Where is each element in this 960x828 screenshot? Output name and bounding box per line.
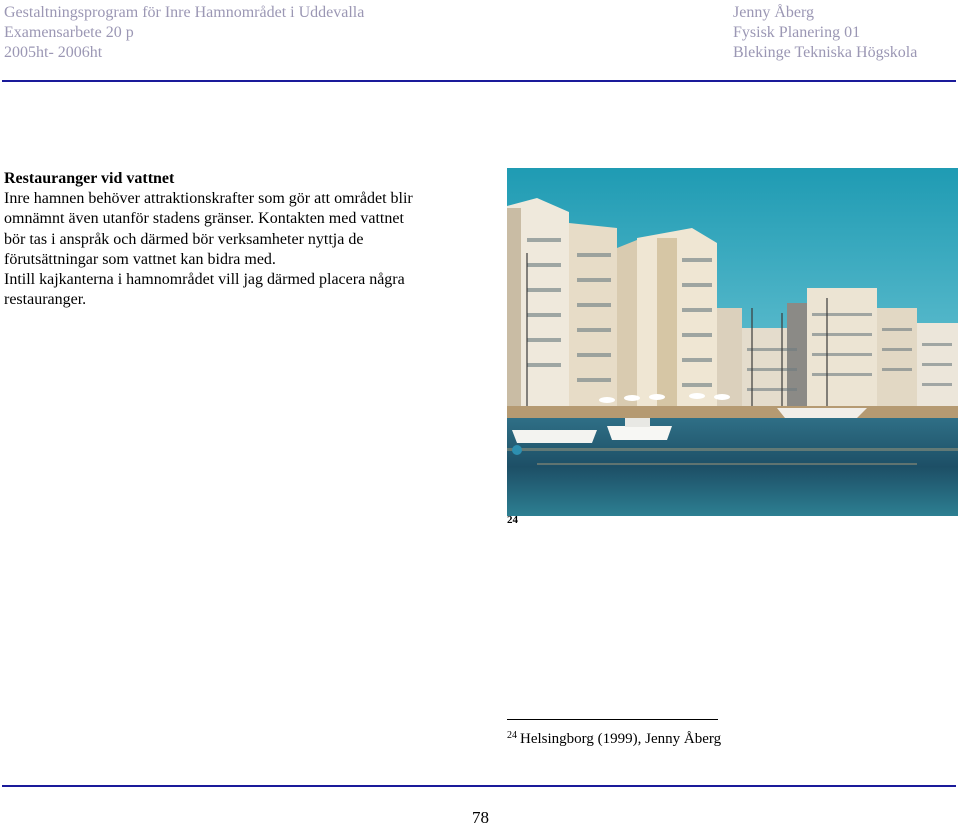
body-line: bör tas i anspråk och därmed bör verksamheter nyttja de	[4, 230, 364, 248]
header-left	[4, 3, 364, 63]
body-line: förutsättningar som vattnet kan bidra med.	[4, 250, 276, 268]
section-title: Restauranger vid vattnet	[4, 170, 175, 187]
header-author: Jenny Åberg	[733, 4, 815, 21]
footer-rule	[2, 785, 956, 787]
header-program: Fysisk Planering 01	[733, 24, 861, 41]
harbour-photo	[507, 168, 958, 516]
section-body	[4, 189, 494, 311]
header-right	[733, 3, 917, 63]
body-line: Intill kajkanterna i hamnområdet vill jag därmed placera några	[4, 271, 405, 289]
header-course: Examensarbete 20 p	[4, 24, 134, 41]
footnote-text: Helsingborg (1999), Jenny Åberg	[520, 731, 722, 747]
header-title: Gestaltningsprogram för Inre Hamnområdet i Uddevalla	[4, 4, 365, 21]
page-number: 78	[472, 808, 489, 827]
footnote-mark: 24	[507, 730, 517, 741]
body-line: Inre hamnen behöver attraktionskrafter som gör att området blir	[4, 190, 413, 207]
figure-reference: 24	[507, 514, 518, 526]
header-school: Blekinge Tekniska Högskola	[733, 44, 918, 61]
header-rule	[2, 80, 956, 82]
body-line: restauranger.	[4, 291, 87, 309]
footnote-rule	[507, 719, 718, 720]
footnote	[507, 726, 721, 749]
header-term: 2005ht- 2006ht	[4, 44, 103, 61]
body-line: omnämnt även utanför stadens gränser. Kontakten med vattnet	[4, 210, 404, 228]
